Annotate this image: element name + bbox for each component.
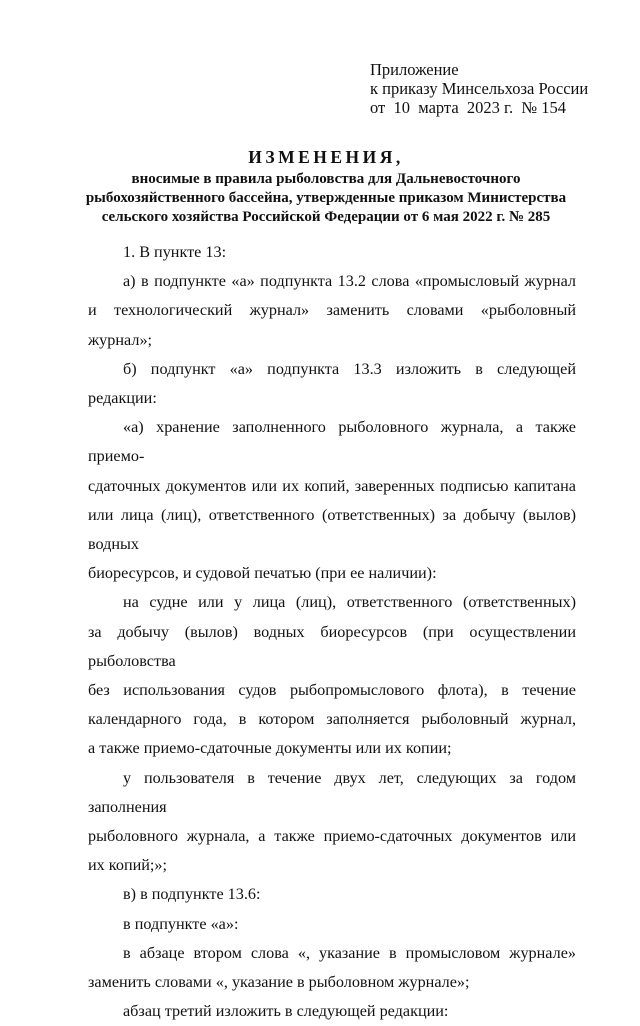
- document-body: [88, 238, 576, 1026]
- paragraph-third-abzac: абзац третий изложить в следующей редакции:: [123, 1002, 449, 1021]
- appendix-order-date: от 10 марта 2023 г. № 154: [370, 98, 566, 117]
- heading-line: рыбохозяйственного бассейна, утвержденные приказом Министерства: [85, 190, 567, 206]
- heading-line: сельского хозяйства Российской Федерации от 6 мая 2022 г. № 285: [101, 209, 551, 225]
- paragraph-user-cont: рыболовного журнала, а также приемо-сдаточных документов или: [88, 827, 576, 846]
- paragraph-subitem-a: в подпункте «а»:: [123, 914, 239, 933]
- document-heading: [70, 148, 582, 227]
- heading-line: вносимые в правила рыболовства для Дальневосточного: [131, 171, 521, 187]
- paragraph-on-vessel: на судне или у лица (лиц), ответственного (ответственных): [123, 593, 576, 612]
- paragraph-quote-a-cont: сдаточных документов или их копий, заверенных подписью капитана: [88, 476, 576, 495]
- paragraph-second-abzac: в абзаце втором слова «, указание в промысловом журнале»: [123, 943, 576, 962]
- appendix-block: [370, 60, 588, 117]
- heading-title: ИЗМЕНЕНИЯ,: [248, 147, 404, 167]
- paragraph-v: в) в подпункте 13.6:: [123, 885, 261, 904]
- paragraph-on-vessel-cont: календарного года, в котором заполняется рыболовный журнал,: [88, 710, 576, 729]
- paragraph-user: у пользователя в течение двух лет, следующих за годом заполнения: [88, 768, 576, 816]
- paragraph-item-1: 1. В пункте 13:: [123, 243, 227, 261]
- paragraph-user-cont: их копий;»;: [88, 856, 168, 875]
- paragraph-on-vessel-cont: за добычу (вылов) водных биоресурсов (при осуществлении рыболовства: [88, 622, 576, 670]
- paragraph-quote-a-cont: или лица (лиц), ответственного (ответственных) за добычу (вылов) водных: [88, 505, 576, 554]
- paragraph-quote-a: «а) хранение заполненного рыболовного журнала, а также приемо-: [88, 418, 576, 466]
- paragraph-on-vessel-cont: без использования судов рыбопромыслового флота), в течение: [88, 681, 576, 700]
- paragraph-quote-a-cont: биоресурсов, и судовой печатью (при ее наличии):: [88, 564, 437, 583]
- appendix-order-ref: к приказу Минсельхоза России: [370, 79, 589, 98]
- appendix-title: Приложение: [370, 60, 459, 79]
- paragraph-b: б) подпункт «а» подпункта 13.3 изложить в следующей редакции:: [88, 359, 576, 408]
- paragraph-a-cont: и технологический журнал» заменить словами «рыболовный журнал»;: [88, 301, 576, 349]
- paragraph-on-vessel-cont: а также приемо-сдаточные документы или их копии;: [88, 739, 452, 758]
- paragraph-second-abzac-cont: заменить словами «, указание в рыболовном журнале»;: [88, 973, 470, 992]
- paragraph-a: а) в подпункте «а» подпункта 13.2 слова «промысловый журнал: [123, 272, 576, 291]
